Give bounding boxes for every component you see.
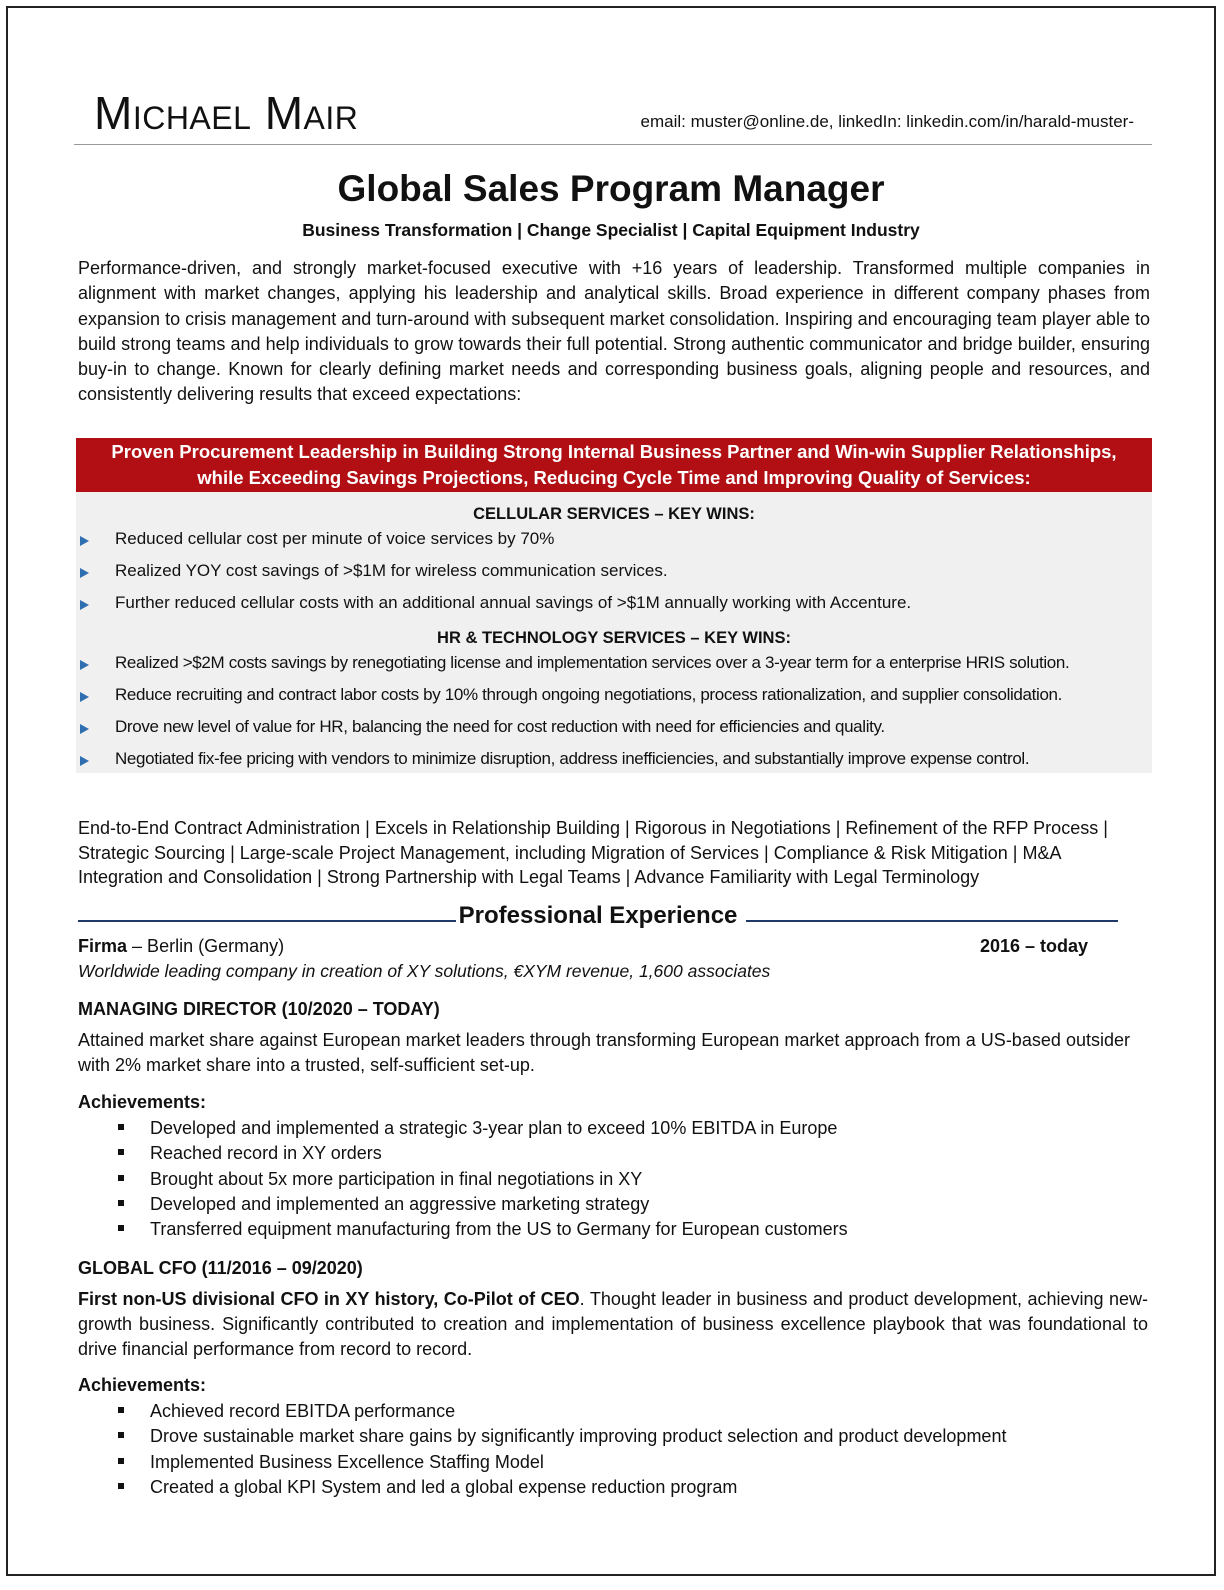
- company-name: Firma: [78, 936, 128, 956]
- highlight-banner: [76, 438, 1152, 492]
- divider: [746, 920, 1118, 922]
- triangle-bullet-icon: [80, 724, 89, 734]
- list-item: [78, 1475, 1138, 1500]
- job-title: Global Sales Program Manager: [337, 168, 885, 209]
- company-line: [78, 936, 284, 957]
- achievements-list: [78, 1399, 1138, 1500]
- list-item: [76, 685, 1152, 709]
- achievement-text: Reached record in XY orders: [150, 1143, 382, 1164]
- hr-wins-heading: HR & TECHNOLOGY SERVICES – KEY WINS:: [437, 629, 791, 647]
- list-item: [76, 593, 1152, 617]
- achievement-text: Implemented Business Excellence Staffing Model: [150, 1451, 544, 1472]
- banner-line: Proven Procurement Leadership in Building Strong Internal Business Partner and Win-win Supplier Relationships,: [111, 441, 1117, 462]
- banner-line: while Exceeding Savings Projections, Reducing Cycle Time and Improving Quality of Services:: [197, 467, 1031, 488]
- company-location: – Berlin (Germany): [132, 936, 285, 956]
- list-item: [78, 1399, 1138, 1424]
- triangle-bullet-icon: [80, 536, 89, 546]
- achievement-text: Drove sustainable market share gains by significantly improving product selection and product development: [150, 1426, 1007, 1447]
- employment-dates: 2016 – today: [980, 936, 1089, 956]
- square-bullet-icon: [118, 1200, 124, 1206]
- role-title: GLOBAL CFO (11/2016 – 09/2020): [78, 1258, 363, 1278]
- triangle-bullet-icon: [80, 692, 89, 702]
- square-bullet-icon: [118, 1124, 124, 1130]
- win-text: Negotiated fix-fee pricing with vendors to minimize disruption, address inefficiencies, and substantially improve expense control.: [115, 749, 1030, 768]
- list-item: [76, 717, 1152, 741]
- square-bullet-icon: [118, 1407, 124, 1413]
- square-bullet-icon: [118, 1483, 124, 1489]
- achievement-text: Achieved record EBITDA performance: [150, 1401, 456, 1421]
- role-description: Attained market share against European market leaders through transforming European market approach from a US-based outsider with 2% market share into a trusted, self-sufficient set-up.: [78, 1030, 1130, 1075]
- achievements-label: Achievements:: [78, 1375, 207, 1395]
- win-text: Realized YOY cost savings of >$1M for wireless communication services.: [115, 561, 668, 580]
- achievement-text: Brought about 5x more participation in final negotiations in XY: [150, 1168, 643, 1189]
- section-heading-experience: [78, 902, 1118, 934]
- win-text: Drove new level of value for HR, balancing the need for cost reduction with need for efficiencies and quality.: [115, 717, 885, 736]
- candidate-name: Michael Mair: [94, 87, 359, 139]
- list-item: [78, 1217, 1138, 1242]
- list-item: [78, 1141, 1138, 1166]
- square-bullet-icon: [118, 1175, 124, 1181]
- role-title: MANAGING DIRECTOR (10/2020 – TODAY): [78, 999, 440, 1019]
- contact-info: email: muster@online.de, linkedIn: linkedin.com/in/harald-muster-: [640, 112, 1134, 131]
- resume-page: [6, 6, 1216, 1576]
- list-item: [78, 1424, 1138, 1449]
- win-text: Realized >$2M costs savings by renegotiating license and implementation services over a 3-year term for a enterprise HRIS solution.: [115, 653, 1070, 672]
- list-item: [76, 749, 1152, 773]
- list-item: [76, 561, 1152, 585]
- win-text: Reduced cellular cost per minute of voice services by 70%: [115, 529, 555, 548]
- square-bullet-icon: [118, 1432, 124, 1438]
- achievement-text: Created a global KPI System and led a global expense reduction program: [150, 1476, 738, 1497]
- square-bullet-icon: [118, 1225, 124, 1231]
- cellular-wins-heading: CELLULAR SERVICES – KEY WINS:: [473, 505, 755, 523]
- triangle-bullet-icon: [80, 568, 89, 578]
- tagline: Business Transformation | Change Specialist | Capital Equipment Industry: [302, 220, 920, 240]
- win-text: Reduce recruiting and contract labor costs by 10% through ongoing negotiations, process rationalization, and supplier consolidation.: [115, 685, 1063, 704]
- summary-paragraph: Performance-driven, and strongly market-focused executive with +16 years of leadership. Transformed multiple companies in alignment with market changes, applying his leadership and analytical skills. Broad experience in different company phases from expansion to crisis management and turn-around with subsequent market consolidation. Inspiring and encouraging team player able to build strong teams and help individuals to grow towards their full potential. Strong authentic communicator and bridge builder, ensuring buy-in to change. Known for clearly defining market needs and corresponding business goals, aligning people and resources, and consistently delivering results that exceed expectations:: [78, 258, 1150, 405]
- triangle-bullet-icon: [80, 600, 89, 610]
- list-item: [76, 653, 1152, 677]
- company-description: Worldwide leading company in creation of XY solutions, €XYM revenue, 1,600 associates: [78, 961, 771, 981]
- section-title: Professional Experience: [458, 902, 738, 929]
- resume-header: [74, 86, 1152, 145]
- list-item: [76, 529, 1152, 553]
- achievement-text: Developed and implemented an aggressive marketing strategy: [150, 1193, 650, 1214]
- role-highlight: First non-US divisional CFO in XY history, Co-Pilot of CEO: [78, 1289, 580, 1309]
- square-bullet-icon: [118, 1458, 124, 1464]
- role-description-text: . Thought leader in business and product development, achieving new-growth business. Significantly contributed to creation and implementation of business excellence playbook that was foundational to drive financial performance from record to record.: [78, 1289, 1149, 1359]
- win-text: Further reduced cellular costs with an additional annual savings of >$1M annually working with Accenture.: [115, 593, 912, 612]
- square-bullet-icon: [118, 1149, 124, 1155]
- key-wins-panel: [76, 492, 1152, 773]
- achievement-text: Developed and implemented a strategic 3-year plan to exceed 10% EBITDA in Europe: [150, 1118, 838, 1138]
- list-item: [78, 1450, 1138, 1475]
- achievements-label: Achievements:: [78, 1092, 207, 1112]
- role-description: [78, 1287, 1148, 1362]
- triangle-bullet-icon: [80, 756, 89, 766]
- list-item: [78, 1167, 1138, 1192]
- achievement-text: Transferred equipment manufacturing from the US to Germany for European customers: [150, 1219, 848, 1240]
- list-item: [78, 1116, 1138, 1141]
- skills-summary: End-to-End Contract Administration | Excels in Relationship Building | Rigorous in Negotiations | Refinement of the RFP Process | Strategic Sourcing | Large-scale Project Management, including Migration of Services | Compliance & Risk Mitigation | M&A Integration and Consolidation | Strong Partnership with Legal Teams | Advance Familiarity with Legal Terminology: [78, 818, 1108, 887]
- triangle-bullet-icon: [80, 660, 89, 670]
- list-item: [78, 1192, 1138, 1217]
- achievements-list: [78, 1116, 1138, 1242]
